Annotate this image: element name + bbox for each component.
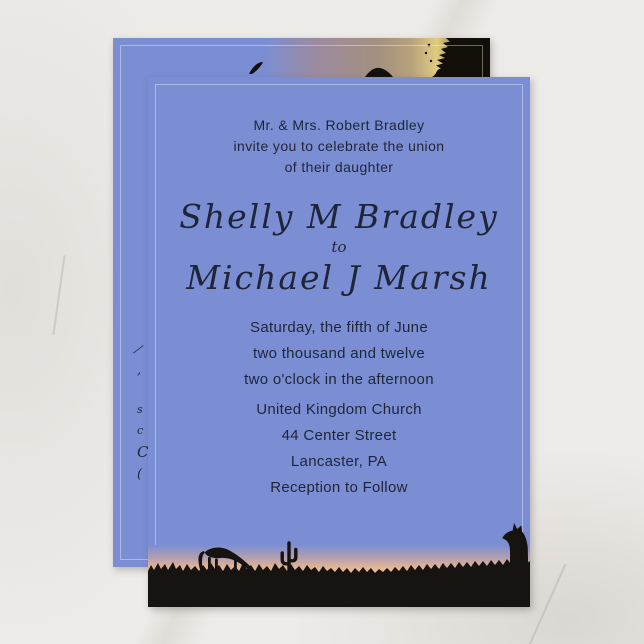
clipped-text-fragment: c <box>137 424 144 437</box>
bride-name: Shelly M Bradley <box>179 197 499 236</box>
clipped-text-fragment: ( <box>137 467 143 482</box>
year-line: two thousand and twelve <box>252 345 425 362</box>
clipped-text-fragment: , <box>137 363 142 378</box>
invitation-front-card[interactable] <box>148 77 530 607</box>
venue-name: United Kingdom Church <box>256 401 422 418</box>
venue-city: Lancaster, PA <box>290 453 388 470</box>
host-line: Mr. & Mrs. Robert Bradley <box>253 117 425 133</box>
bird-icon <box>249 61 264 75</box>
date-line: Saturday, the fifth of June <box>250 319 428 336</box>
venue-block <box>148 397 530 475</box>
clipped-text-fragment: ⁄ <box>135 342 141 359</box>
invite-line: invite you to celebrate the union <box>233 138 445 154</box>
date-block <box>148 315 530 393</box>
venue-street: 44 Center Street <box>281 427 397 444</box>
invitation-header <box>148 115 530 178</box>
horizon-scene <box>148 515 530 607</box>
clipped-text-fragment: C <box>137 443 149 461</box>
clipped-text-fragment: s <box>137 403 143 416</box>
groom-name: Michael J Marsh <box>186 258 492 297</box>
tree-ridge-icon <box>402 38 490 77</box>
time-line: two o'clock in the afternoon <box>244 371 434 388</box>
marble-vein <box>526 564 567 644</box>
daughter-line: of their daughter <box>284 159 394 175</box>
marble-vein <box>52 255 65 334</box>
connector-word: to <box>331 238 347 256</box>
distant-hill-icon <box>365 66 393 77</box>
reception-line: Reception to Follow <box>270 479 408 496</box>
back-sunset-sky <box>113 38 490 77</box>
